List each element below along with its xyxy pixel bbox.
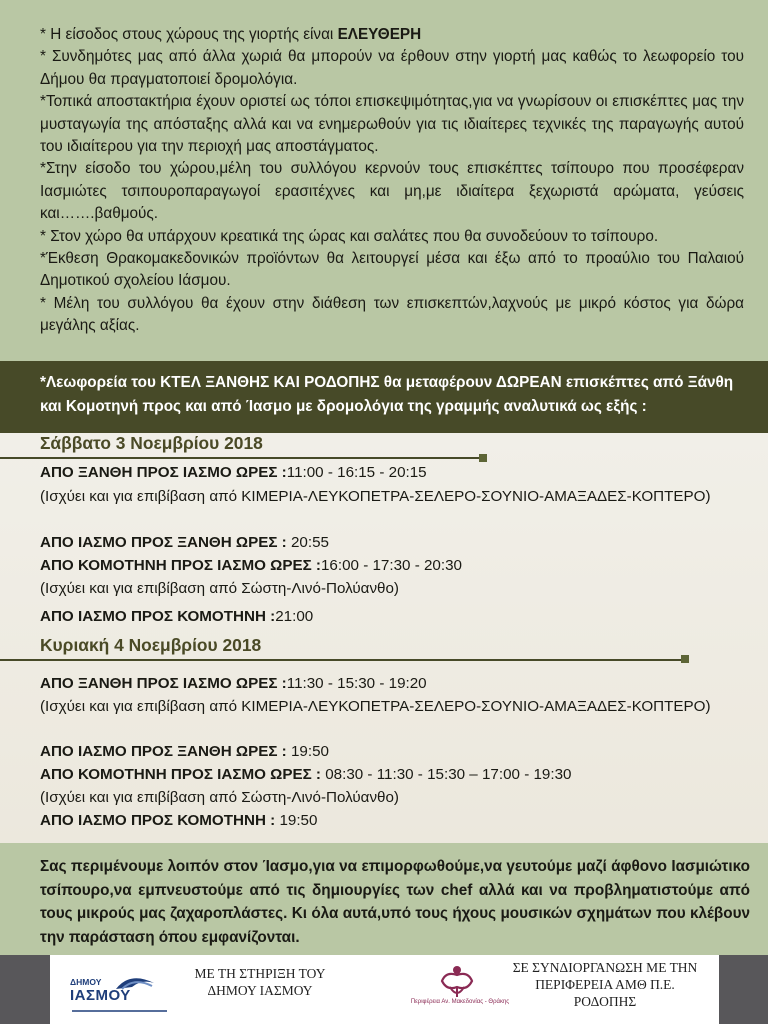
info-welcome-tsipouro: *Στην είσοδο του χώρου,μέλη του συλλόγου κερνούν τους επισκέπτες τσίπουρο που προσέφεραν Ιασμιώτες τσιπουροπαραγωγοί ερασιτέχνες και μη,με ιδιαίτερα ξεχωριστά αρώματα, γεύσεις και…….βαθμούς. [40, 160, 744, 223]
sat-r3-label: ΑΠΟ ΚΟΜΟΤΗΝΗ ΠΡΟΣ ΙΑΣΜΟ ΩΡΕΣ : [40, 557, 321, 574]
sat-r1-label: ΑΠΟ ΞΑΝΘΗ ΠΡΟΣ ΙΑΣΜΟ ΩΡΕΣ : [40, 464, 287, 481]
closing-section [0, 843, 768, 955]
sun-xanthi-to-iasmos [40, 673, 427, 695]
info-lottery: * Μέλη του συλλόγου θα έχουν στην διάθεση των επισκεπτών,λαχνούς με μικρό κόστος για δώρα μεγάλης αξίας. [40, 294, 744, 335]
sun-iasmos-to-komotini [40, 810, 317, 832]
info-food: * Στον χώρο θα υπάρχουν κρεατικά της ώρας και σαλάτες που θα συνοδεύουν το τσίπουρο. [40, 227, 659, 245]
sun-r2-label: ΑΠΟ ΙΑΣΜΟ ΠΡΟΣ ΞΑΝΘΗ ΩΡΕΣ : [40, 743, 291, 760]
sat-xanthi-to-iasmos [40, 462, 427, 484]
coorganization-text: ΣΕ ΣΥΝΔΙΟΡΓΑΝΩΣΗ ΜΕ ΤΗΝ ΠΕΡΙΦΕΡΕΙΑ ΑΜΘ Π.Ε. ΡΟΔΟΠΗΣ [512, 960, 698, 1009]
periferia-logo-text: Περιφέρεια Αν. Μακεδονίας - Θράκης [410, 999, 510, 1005]
sun-r3-times: 08:30 - 11:30 - 15:30 – 17:00 - 19:30 [325, 766, 572, 783]
sun-r3-label: ΑΠΟ ΚΟΜΟΤΗΝΗ ΠΡΟΣ ΙΑΣΜΟ ΩΡΕΣ : [40, 766, 326, 783]
sat-komotini-to-iasmos [40, 555, 462, 577]
sun-komotini-to-iasmos [40, 764, 571, 786]
saturday-title: Σάββατο 3 Νοεμβρίου 2018 [40, 433, 263, 453]
sunday-title: Κυριακή 4 Νοεμβρίου 2018 [40, 635, 262, 655]
info-entry-free [40, 24, 744, 46]
saturday-rule [0, 457, 480, 459]
info-bus-note: * Συνδημότες μας από άλλα χωριά θα μπορούν να έρθουν στην γιορτή μας καθώς το λεωφορείο του Δήμου θα πραγματοποιεί δρομολόγια. [40, 48, 744, 88]
sat-note-1: (Ισχύει και για επιβίβαση από ΚΙΜΕΡΙΑ-ΛΕΥΚΟΠΕΤΡΑ-ΣΕΛΕΡΟ-ΣΟΥΝΙΟ-ΑΜΑΞΑΔΕΣ-ΚΟΠΤΕΡΟ) [40, 488, 711, 505]
sat-r2-label: ΑΠΟ ΙΑΣΜΟ ΠΡΟΣ ΞΑΝΘΗ ΩΡΕΣ : [40, 534, 291, 551]
schedule-section [0, 433, 768, 843]
sun-r4-label: ΑΠΟ ΙΑΣΜΟ ΠΡΟΣ ΚΟΜΟΤΗΝΗ : [40, 812, 280, 829]
info-entry-free-bold: ΕΛΕΥΘΕΡΗ [337, 26, 422, 43]
sat-iasmos-to-xanthi [40, 532, 329, 554]
sun-r4-times: 19:50 [279, 812, 318, 829]
ktel-banner [0, 361, 768, 433]
sat-note-2: (Ισχύει και για επιβίβαση από Σώστη-Λινό-Πολύανθο) [40, 580, 399, 597]
info-entry-free-text: * Η είσοδος στους χώρους της γιορτής είναι [40, 26, 338, 43]
footer [0, 955, 768, 1024]
dimos-logo-big-text: ΙΑΣΜΟΥ [70, 987, 131, 1004]
sun-r1-times: 11:30 - 15:30 - 19:20 [286, 675, 427, 692]
closing-text: Σας περιμένουμε λοιπόν στον Ίασμο,για να επιμορφωθούμε,να γευτούμε μαζί άφθονο Ιασμιώτικο τσίπουρο,να εμπνευστούμε από τις δημιουργίες των chef αλλά και να προβληματιστούμε από τους μικρούς μας ζαχαροπλάστες. Κι όλα αυτά,υπό τους ήχους μουσικών σχημάτων που κλέβουν την παράσταση όπου εμφανίζονται. [40, 858, 750, 946]
sunday-rule-cap [681, 655, 689, 663]
sat-iasmos-to-komotini [40, 606, 313, 628]
sat-r1-times: 11:00 - 16:15 - 20:15 [286, 464, 427, 481]
dimos-logo-small-text: ΔΗΜΟΥ [70, 977, 102, 987]
info-distilleries: *Τοπικά αποστακτήρια έχουν οριστεί ως τόποι επισκεψιμότητας,για να γνωρίσουν οι επισκέπτες μας την μυσταγωγία της απόσταξης αλλά και να ενημερωθούν για τις ιδιαίτερες τεχνικές της παραγωγής αυτού του ιδιαίτερου για την περιοχή μας αποστάγματος. [40, 93, 744, 156]
sat-r3-times: 16:00 - 17:30 - 20:30 [320, 557, 462, 574]
sun-r2-times: 19:50 [290, 743, 329, 760]
sat-r2-times: 20:55 [290, 534, 329, 551]
sponsor-card [50, 955, 719, 1024]
periferia-emblem-icon [422, 961, 492, 1019]
ktel-banner-text: *Λεωφορεία του ΚΤΕΛ ΞΑΝΘΗΣ ΚΑΙ ΡΟΔΟΠΗΣ θα μεταφέρουν ΔΩΡΕΑΝ επισκέπτες από Ξάνθη και Κομοτηνή προς και από Ίασμο με δρομολόγια της γραμμής αναλυτικά ως εξής : [40, 374, 734, 415]
sun-note-1: (Ισχύει και για επιβίβαση από ΚΙΜΕΡΙΑ-ΛΕΥΚΟΠΕΤΡΑ-ΣΕΛΕΡΟ-ΣΟΥΝΙΟ-ΑΜΑΞΑΔΕΣ-ΚΟΠΤΕΡΟ) [40, 698, 711, 715]
info-exhibition: *Έκθεση Θρακομακεδονικών προϊόντων θα λειτουργεί μέσα και έξω από το προαύλιο του Παλαιού Δημοτικού σχολείου Ιάσμου. [40, 250, 744, 290]
sun-iasmos-to-xanthi [40, 741, 329, 763]
sat-r4-times: 21:00 [275, 608, 314, 625]
support-text: ΜΕ ΤΗ ΣΤΗΡΙΞΗ ΤΟΥ ΔΗΜΟΥ ΙΑΣΜΟΥ [194, 966, 326, 998]
sun-note-2: (Ισχύει και για επιβίβαση από Σώστη-Λινό-Πολύανθο) [40, 789, 399, 806]
sat-r4-label: ΑΠΟ ΙΑΣΜΟ ΠΡΟΣ ΚΟΜΟΤΗΝΗ : [40, 608, 276, 625]
info-section [0, 0, 768, 361]
sunday-rule [0, 659, 684, 661]
saturday-rule-cap [479, 454, 487, 462]
sun-r1-label: ΑΠΟ ΞΑΝΘΗ ΠΡΟΣ ΙΑΣΜΟ ΩΡΕΣ : [40, 675, 287, 692]
